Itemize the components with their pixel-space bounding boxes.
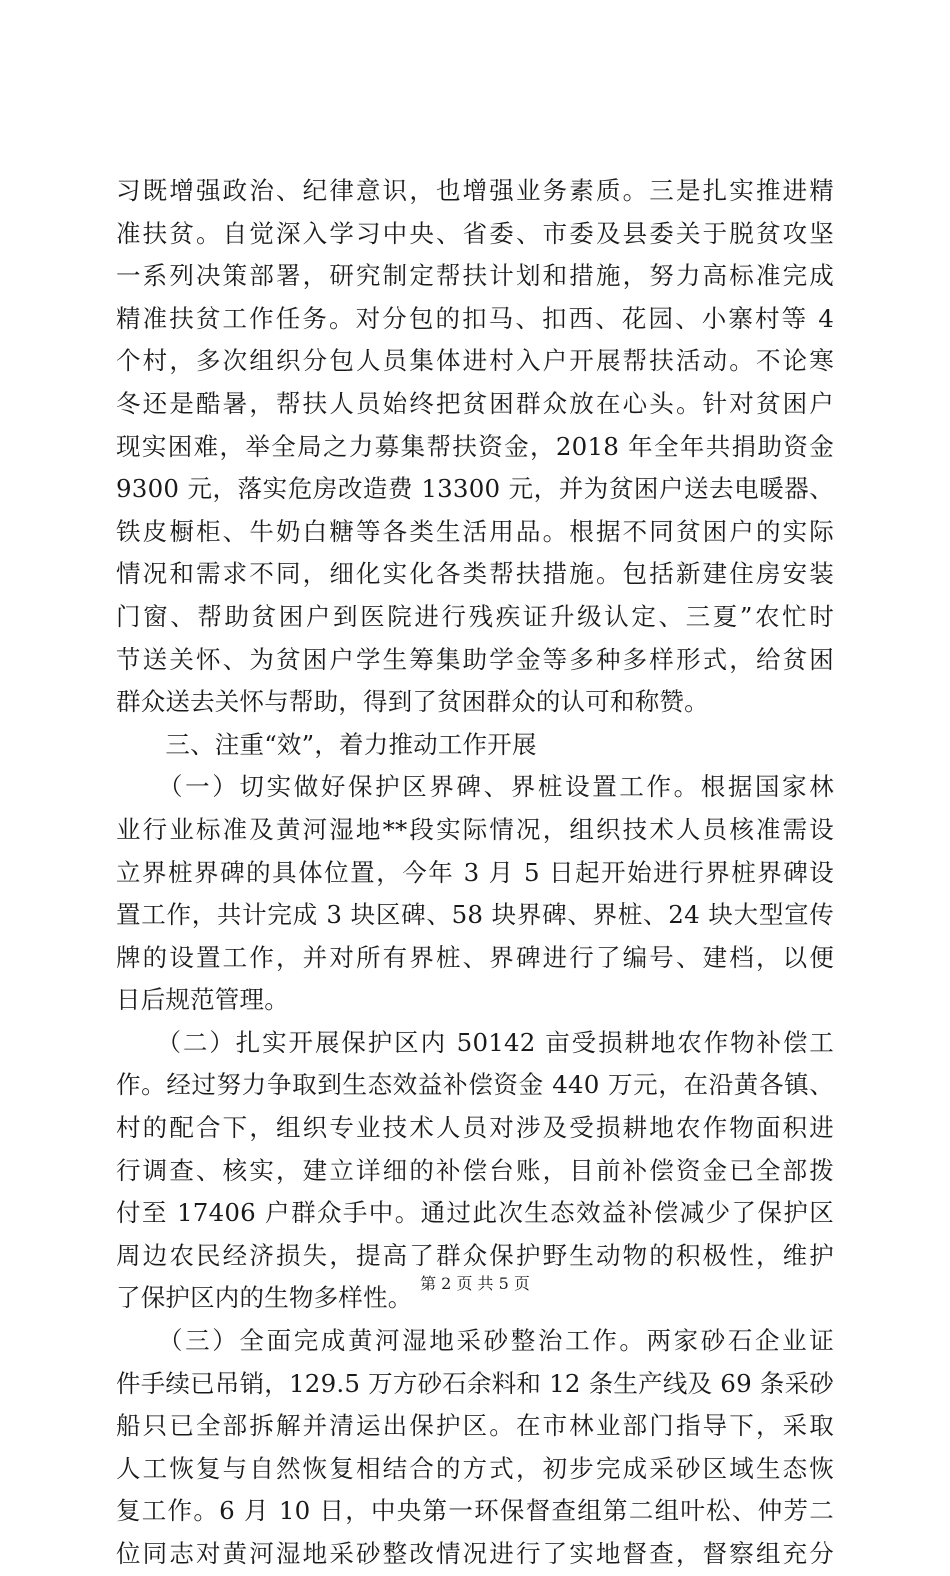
text-line: 位同志对黄河湿地采砂整改情况进行了实地督查，督察组充分 [116,1539,834,1568]
text-line: 人工恢复与自然恢复相结合的方式，初步完成采砂区域生态恢 [116,1453,834,1483]
text-line: （一）切实做好保护区界碑、界桩设置工作。根据国家林 [116,772,834,802]
text-line: 现实困难，举全局之力募集帮扶资金，2018 年全年共捐助资金 [116,431,834,461]
text-line: 复工作。6 月 10 日，中央第一环保督查组第二组叶松、仲芳二 [116,1496,834,1526]
text-line: 三、注重“效”，着力推动工作开展 [116,729,537,759]
document-body [116,170,834,1576]
text-line: 立界桩界碑的具体位置，今年 3 月 5 日起开始进行界桩界碑设 [116,857,834,887]
text-line: 个村，多次组织分包人员集体进村入户开展帮扶活动。不论寒 [116,346,834,376]
text-line: 节送关怀、为贫困户学生筹集助学金等多种多样形式，给贫困 [116,644,834,674]
text-line: 准扶贫。自觉深入学习中央、省委、市委及县委关于脱贫攻坚 [116,218,834,248]
text-line: 情况和需求不同，细化实化各类帮扶措施。包括新建住房安装 [116,559,834,589]
text-line: 村的配合下，组织专业技术人员对涉及受损耕地农作物面积进 [116,1113,834,1143]
text-line: 精准扶贫工作任务。对分包的扣马、扣西、花园、小寨村等 4 [116,303,834,333]
text-line: 了保护区内的生物多样性。 [116,1283,413,1313]
text-line: 门窗、帮助贫困户到医院进行残疾证升级认定、三夏”农忙时 [116,601,834,631]
text-line: （二）扎实开展保护区内 50142 亩受损耕地农作物补偿工 [116,1027,834,1057]
text-line: 牌的设置工作，并对所有界桩、界碑进行了编号、建档，以便 [116,942,834,972]
text-line: 置工作，共计完成 3 块区碑、58 块界碑、界桩、24 块大型宣传 [116,900,834,930]
text-line: 习既增强政治、纪律意识，也增强业务素质。三是扎实推进精 [116,176,834,205]
text-line: 周边农民经济损失，提高了群众保护野生动物的积极性，维护 [116,1240,834,1270]
text-line: 9300 元，落实危房改造费 13300 元，并为贫困户送去电暖器、 [116,474,834,504]
text-line: 作。经过努力争取到生态效益补偿资金 440 万元，在沿黄各镇、 [116,1070,834,1100]
text-line: 船只已全部拆解并清运出保护区。在市林业部门指导下，采取 [116,1411,834,1441]
text-line: 冬还是酷暑，帮扶人员始终把贫困群众放在心头。针对贫困户 [116,388,834,418]
text-line: 一系列决策部署，研究制定帮扶计划和措施，努力高标准完成 [116,261,834,291]
page-footer: 第 2 页 共 5 页 [420,1274,530,1293]
text-line: 业行业标准及黄河湿地**段实际情况，组织技术人员核准需设 [116,814,834,844]
text-line: 日后规范管理。 [116,985,289,1015]
text-line: 群众送去关怀与帮助，得到了贫困群众的认可和称赞。 [116,687,709,717]
text-line: 行调查、核实，建立详细的补偿台账，目前补偿资金已全部拨 [116,1155,834,1185]
text-line: （三）全面完成黄河湿地采砂整治工作。两家砂石企业证 [116,1326,834,1356]
text-line: 件手续已吊销，129.5 万方砂石余料和 12 条生产线及 69 条采砂 [116,1368,834,1398]
text-line: 铁皮橱柜、牛奶白糖等各类生活用品。根据不同贫困户的实际 [116,516,834,546]
text-line: 付至 17406 户群众手中。通过此次生态效益补偿减少了保护区 [116,1198,834,1228]
